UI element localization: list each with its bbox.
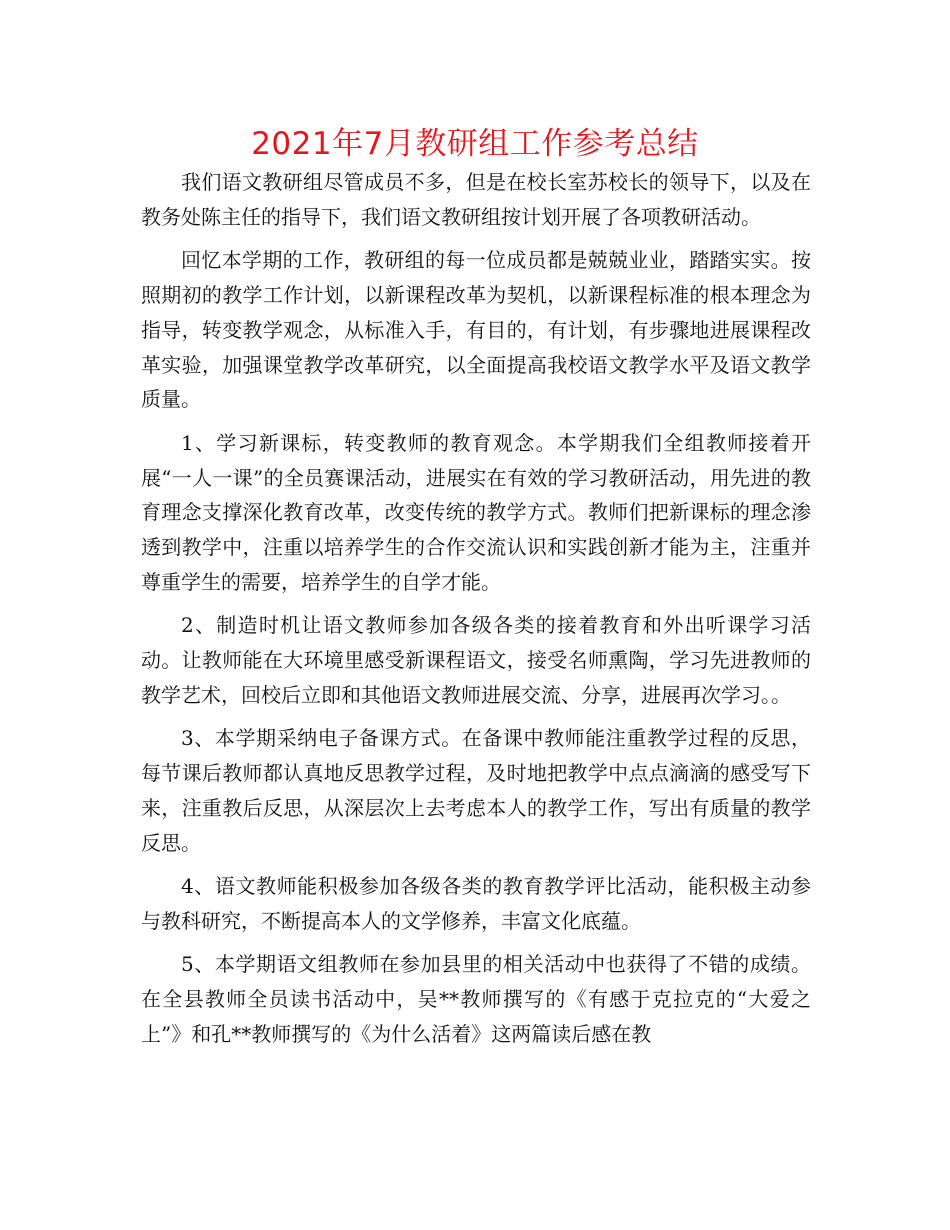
paragraph-intro: 我们语文教研组尽管成员不多，但是在校长室苏校长的领导下，以及在教务处陈主任的指导下，我们语文教研组按计划开展了各项教研活动。 xyxy=(141,170,811,229)
paragraph-item-3: 3、本学期采纳电子备课方式。在备课中教师能注重教学过程的反思，每节课后教师都认真地反思教学过程，及时地把教学中点点滴滴的感受写下来，注重教后反思，从深层次上去考虑本人的教学工作，写出有质量的教学反思。 xyxy=(141,726,811,855)
paragraph-item-4: 4、语文教师能积极参加各级各类的教育教学评比活动，能积极主动参与教科研究，不断提高本人的文学修养，丰富文化底蕴。 xyxy=(141,874,811,933)
document-body xyxy=(141,165,811,1060)
paragraph-item-2: 2、制造时机让语文教师参加各级各类的接着教育和外出听课学习活动。让教师能在大环境里感受新课程语文，接受名师熏陶，学习先进教师的教学艺术，回校后立即和其他语文教师进展交流、分享，进展再次学习。。 xyxy=(141,613,811,707)
paragraph-review: 回忆本学期的工作，教研组的每一位成员都是兢兢业业，踏踏实实。按照期初的教学工作计划，以新课程改革为契机，以新课程标准的根本理念为指导，转变教学观念，从标准入手，有目的，有计划，有步骤地进展课程改革实验，加强课堂教学改革研究，以全面提高我校语文教学水平及语文教学质量。 xyxy=(141,248,811,412)
document-title: 2021年7月教研组工作参考总结 xyxy=(251,126,699,162)
paragraph-item-1: 1、学习新课标，转变教师的教育观念。本学期我们全组教师接着开展“一人一课”的全员赛课活动，进展实在有效的学习教研活动，用先进的教育理念支撑深化教育改革，改变传统的教学方式。教师们把新课标的理念渗透到教学中，注重以培养学生的合作交流认识和实践创新才能为主，注重并尊重学生的需要，培养学生的自学才能。 xyxy=(141,430,811,594)
paragraph-item-5: 5、本学期语文组教师在参加县里的相关活动中也获得了不错的成绩。在全县教师全员读书活动中，吴**教师撰写的《有感于克拉克的“大爱之上”》和孔**教师撰写的《为什么活着》这两篇读后感在教 xyxy=(141,952,811,1046)
